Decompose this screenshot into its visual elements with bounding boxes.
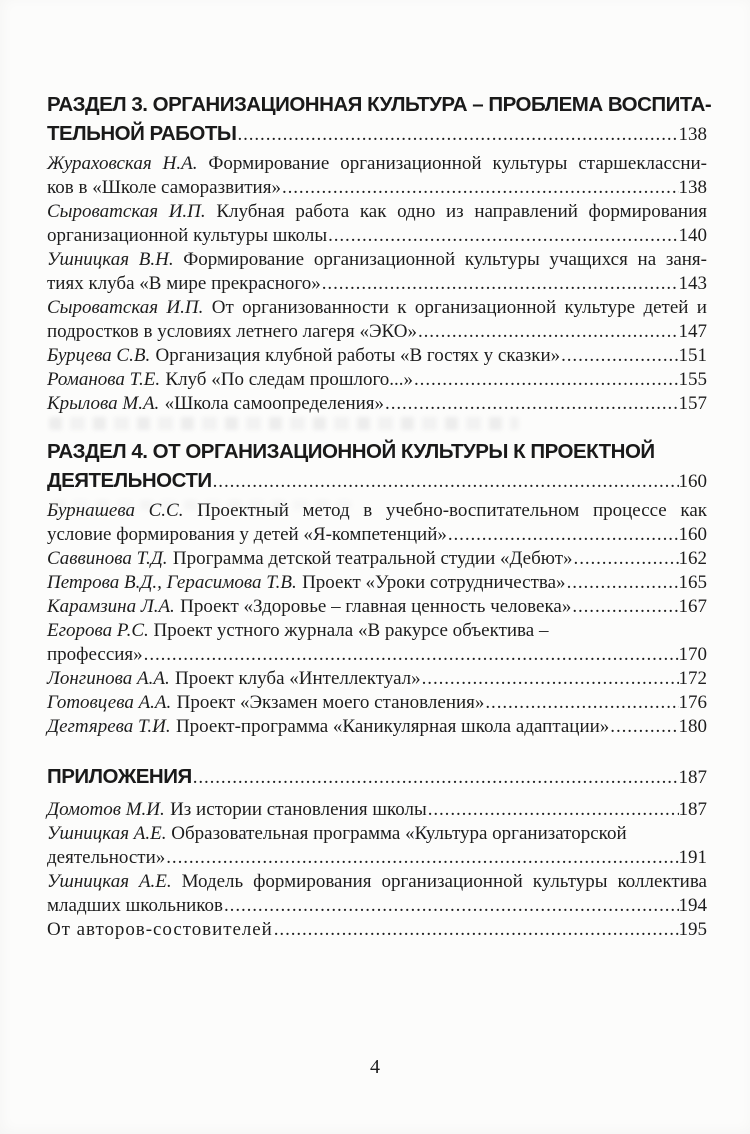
section-heading-leader-line — [47, 466, 707, 496]
toc-entry-title: Из истории становления школы — [170, 799, 427, 820]
toc-entry-title: От авторов-состовителей — [47, 919, 273, 940]
toc-entry-title: Проект-программа «Каникулярная школа адаптации» — [175, 716, 610, 737]
toc-entry-page: 143 — [678, 273, 707, 294]
toc-entry — [47, 571, 707, 595]
dot-leader — [281, 176, 679, 200]
toc-entry-title: Образовательная программа «Культура организаторской — [171, 823, 627, 844]
print-bleed-artifact — [52, 500, 352, 510]
dot-leader — [143, 643, 679, 667]
section-heading-line: ДЕЯТЕЛЬНОСТИ — [47, 469, 212, 492]
toc-entry-line — [47, 715, 707, 739]
toc-entry — [47, 368, 707, 392]
toc-entry-line — [47, 643, 707, 667]
toc-entry-page: 138 — [678, 177, 707, 198]
toc-entry-line — [47, 272, 707, 296]
toc-entry-title: Проект устного журнала «В ракурсе объектива – — [153, 620, 549, 641]
toc-entry-line — [47, 870, 707, 894]
toc-entry — [47, 296, 707, 344]
toc-entry-author: Сыроватская И.П. — [47, 297, 204, 318]
toc-entry-title: Клуб «По следам прошлого...» — [165, 369, 414, 390]
toc-entry-line — [47, 368, 707, 392]
section-heading-line: РАЗДЕЛ 4. ОТ ОРГАНИЗАЦИОННОЙ КУЛЬТУРЫ К ПРОЕКТНОЙ — [47, 440, 655, 463]
toc-entry-page: 187 — [678, 799, 707, 820]
toc-entry-line — [47, 595, 707, 619]
dot-leader — [236, 120, 678, 149]
toc-entry-page: 167 — [678, 596, 707, 617]
toc-entry-title: «Школа самоопределения» — [164, 393, 385, 414]
toc-entry — [47, 667, 707, 691]
toc-entry-line — [47, 846, 707, 870]
dot-leader — [447, 523, 679, 547]
dot-leader — [165, 846, 678, 870]
toc-entry-page: 195 — [678, 919, 707, 940]
dot-leader — [273, 918, 679, 942]
dot-leader — [566, 571, 679, 595]
toc-entry-author: Дегтярева Т.И. — [47, 716, 171, 737]
toc-entry-title: Проект «Здоровье – главная ценность человека» — [180, 596, 572, 617]
toc-entry — [47, 619, 707, 667]
toc-entry-line — [47, 918, 707, 942]
dot-leader — [421, 667, 679, 691]
section-page-number: 160 — [678, 471, 707, 492]
toc-entry-page: 140 — [678, 225, 707, 246]
toc-entry-title: Формирование организационной культуры учащихся на заня- — [183, 249, 707, 270]
toc-entry-title-cont: профессия» — [47, 644, 143, 665]
toc-entry — [47, 870, 707, 918]
section-entries — [47, 798, 707, 942]
toc-entry-line — [47, 822, 707, 846]
toc-entry-author: Лонгинова А.А. — [47, 668, 170, 689]
toc-entry-page: 162 — [678, 548, 707, 569]
dot-leader — [571, 595, 678, 619]
toc-entry — [47, 822, 707, 870]
dot-leader — [384, 392, 678, 416]
toc-entry — [47, 918, 707, 942]
toc-entry-author: Сыроватская И.П. — [47, 201, 206, 222]
toc-section-4 — [47, 437, 707, 739]
toc-entry-title: Формирование организационной культуры старшеклассни- — [208, 153, 707, 174]
toc-entry-line — [47, 667, 707, 691]
dot-leader — [223, 894, 678, 918]
dot-leader — [192, 763, 679, 792]
toc-entry-line — [47, 176, 707, 200]
toc-entry — [47, 344, 707, 368]
toc-entry — [47, 248, 707, 296]
section-heading-line: ТЕЛЬНОЙ РАБОТЫ — [47, 122, 237, 145]
toc-entry-author: Карамзина Л.А. — [47, 596, 175, 617]
toc-entry-author: Крылова М.А. — [47, 393, 160, 414]
toc-entry-title-cont: младших школьников — [47, 895, 224, 916]
section-heading-leader-line — [47, 119, 707, 149]
toc-entry — [47, 595, 707, 619]
toc-entry-title: Проектный метод в учебно-воспитательном процессе как — [197, 500, 707, 521]
toc-entry-title: Клубная работа как одно из направлений формирования — [216, 201, 707, 222]
section-entries — [47, 499, 707, 739]
toc-entry-author: Ушницкая А.Е. — [47, 823, 167, 844]
toc-entry-title-cont: подростков в условиях летнего лагеря «ЭКО» — [47, 321, 417, 342]
dot-leader — [212, 467, 679, 496]
toc-entry-title-cont: условие формирования у детей «Я-компетенций» — [47, 524, 447, 545]
toc-entry-line — [47, 894, 707, 918]
dot-leader — [413, 368, 678, 392]
toc-entry-line — [47, 798, 707, 822]
toc-entry-author: Домотов М.И. — [47, 799, 165, 820]
dot-leader — [321, 272, 679, 296]
toc-entry — [47, 798, 707, 822]
toc-entry-title: Организация клубной работы «В гостях у сказки» — [155, 345, 561, 366]
toc-entry-page: 155 — [678, 369, 707, 390]
dot-leader — [417, 320, 679, 344]
section-entries — [47, 152, 707, 416]
toc-section-appendix — [47, 762, 707, 942]
toc-entry-title-cont: организационной культуры школы — [47, 225, 328, 246]
toc-entry-line — [47, 344, 707, 368]
toc-entry-line — [47, 200, 707, 224]
toc-entry-author: Бурнашева С.С. — [47, 500, 184, 521]
toc-entry-page: 160 — [678, 524, 707, 545]
section-heading — [47, 90, 712, 149]
toc-entry-line — [47, 571, 707, 595]
toc-entry-title-cont: тиях клуба «В мире прекрасного» — [47, 273, 321, 294]
toc-entry-author: Егорова Р.С. — [47, 620, 149, 641]
toc-entry-page: 165 — [678, 572, 707, 593]
toc-entry — [47, 200, 707, 248]
dot-leader — [484, 691, 678, 715]
dot-leader — [560, 344, 678, 368]
toc-entry-author: Ушницкая А.Е. — [47, 871, 172, 892]
toc-entry-page: 176 — [678, 692, 707, 713]
toc-entry-title-cont: деятельности» — [47, 847, 166, 868]
toc-entry-author: Жураховская Н.А. — [47, 153, 198, 174]
toc-entry-line — [47, 392, 707, 416]
toc-entry-line — [47, 152, 707, 176]
toc-entry-title: Программа детской театральной студии «Дебют» — [172, 548, 573, 569]
toc-entry-line — [47, 619, 707, 643]
section-page-number: 138 — [678, 124, 707, 145]
toc-entry — [47, 715, 707, 739]
toc-entry-line — [47, 691, 707, 715]
dot-leader — [427, 798, 679, 822]
section-page-number: 187 — [678, 767, 707, 788]
toc-entry — [47, 691, 707, 715]
section-heading — [47, 437, 707, 496]
toc-entry-line — [47, 248, 707, 272]
dot-leader — [573, 547, 679, 571]
toc-entry-line — [47, 523, 707, 547]
toc-entry-title: Проект «Уроки сотрудничества» — [302, 572, 566, 593]
toc-entry-page: 180 — [678, 716, 707, 737]
section-heading-line: РАЗДЕЛ 3. ОРГАНИЗАЦИОННАЯ КУЛЬТУРА – ПРОБЛЕМА ВОСПИТА- — [47, 93, 712, 116]
page-number: 4 — [370, 1056, 380, 1078]
toc-entry-title: Проект «Экзамен моего становления» — [176, 692, 485, 713]
toc-entry-page: 147 — [678, 321, 707, 342]
toc-entry-title-cont: ков в «Школе саморазвития» — [47, 177, 281, 198]
toc-entry-page: 157 — [678, 393, 707, 414]
toc-entry-page: 170 — [678, 644, 707, 665]
toc-entry-line — [47, 320, 707, 344]
toc-entry-page: 191 — [678, 847, 707, 868]
toc-entry-title: Проект клуба «Интеллектуал» — [175, 668, 421, 689]
dot-leader — [327, 224, 678, 248]
section-heading-line: ПРИЛОЖЕНИЯ — [47, 765, 192, 788]
toc-entry-page: 194 — [678, 895, 707, 916]
toc-entry-author: Бурцева С.В. — [47, 345, 151, 366]
toc-entry-title: От организованности к организационной культуре детей и — [211, 297, 707, 318]
toc-section-3 — [47, 90, 712, 416]
toc-entry-line — [47, 224, 707, 248]
toc-entry-author: Ушницкая В.Н. — [47, 249, 174, 270]
toc-entry-author: Романова Т.Е. — [47, 369, 161, 390]
toc-entry-author: Готовцева А.А. — [47, 692, 172, 713]
toc-entry-line — [47, 296, 707, 320]
toc-entry — [47, 392, 707, 416]
toc-entry-line — [47, 547, 707, 571]
dot-leader — [609, 715, 678, 739]
section-heading-leader-line — [47, 762, 707, 792]
toc-entry-author: Саввинова Т.Д. — [47, 548, 168, 569]
toc-entry-page: 151 — [678, 345, 707, 366]
toc-entry — [47, 547, 707, 571]
section-heading — [47, 762, 707, 792]
toc-entry-page: 172 — [678, 668, 707, 689]
print-bleed-artifact — [49, 417, 519, 430]
toc-entry-author: Петрова В.Д., Герасимова Т.В. — [47, 572, 297, 593]
toc-entry — [47, 152, 707, 200]
toc-entry-title: Модель формирования организационной культуры коллектива — [181, 871, 707, 892]
